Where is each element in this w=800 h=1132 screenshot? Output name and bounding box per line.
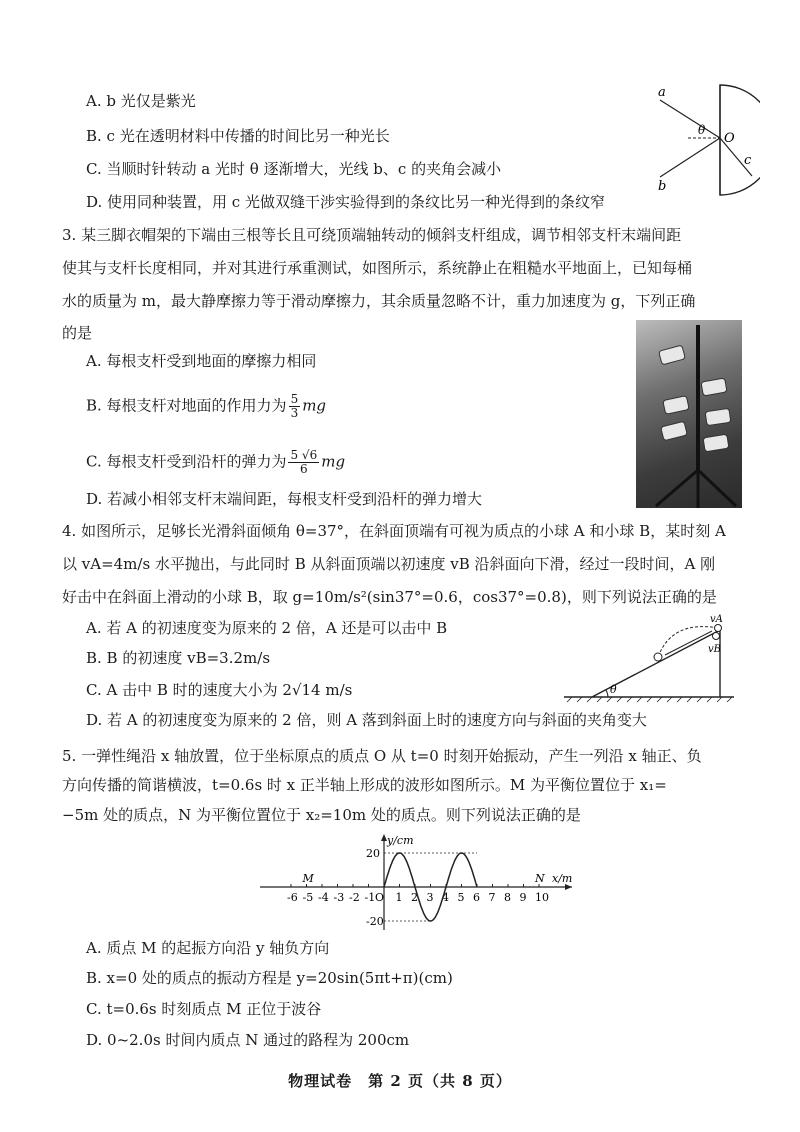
- x-axis-label: x/m: [552, 872, 573, 885]
- fraction-numerator: 5: [290, 392, 299, 406]
- x-tick-label: -3: [333, 891, 345, 904]
- x-tick-label: 5: [457, 891, 465, 904]
- ball-hit: [654, 653, 662, 661]
- x-tick-label: 2: [411, 891, 418, 904]
- q5-stem-line-3: −5m 处的质点，N 为平衡位置位于 x₂=10m 处的质点。则下列说法正确的是: [62, 806, 581, 824]
- q4-option-c: C. A 击中 B 时的速度大小为 2√14 m/s: [86, 681, 353, 699]
- q4-stem-line-2: 以 vA=4m/s 水平抛出，与此同时 B 从斜面顶端以初速度 vB 沿斜面向下滑，经过一段时间，A 刚: [62, 555, 716, 573]
- q2-option-a: A. b 光仅是紫光: [86, 92, 196, 110]
- q3-option-c: [86, 449, 345, 476]
- ray-b: [660, 138, 720, 177]
- q5-stem-line-2: 方向传播的简谐横波，t=0.6s 时 x 正半轴上形成的波形如图所示。M 为平衡位置位于 x₁=: [62, 776, 667, 794]
- x-tick-label: 4: [442, 891, 449, 904]
- q3-option-c-text: C. 每根支杆受到沿杆的弹力为: [86, 452, 287, 471]
- q3-option-b-text: B. 每根支杆对地面的作用力为: [86, 396, 287, 415]
- x-tick-label: -6: [287, 891, 298, 904]
- q3-option-b: [86, 393, 326, 420]
- fraction-denominator: 6: [300, 462, 308, 476]
- x-tick-label: 10: [535, 891, 549, 904]
- q3-option-c-unit: mg: [321, 452, 346, 471]
- x-tick-label: 1: [395, 891, 403, 904]
- fraction-numerator: 5 √6: [290, 448, 318, 462]
- q5-option-a: A. 质点 M 的起振方向沿 y 轴负方向: [86, 939, 330, 957]
- label-a: a: [658, 85, 666, 100]
- label-o: O: [724, 131, 735, 146]
- ball-a: [715, 625, 722, 632]
- angle-arc: [606, 690, 608, 697]
- coat-rack-photo: [636, 320, 742, 508]
- vb-arrow-line: [665, 631, 712, 655]
- wave-chart: [256, 830, 586, 932]
- point-label-n: N: [535, 872, 545, 885]
- q5-option-c: C. t=0.6s 时刻质点 M 正位于波谷: [86, 1000, 322, 1018]
- x-tick-label: 3: [426, 891, 434, 904]
- q3-option-d: D. 若减小相邻支杆末端间距，每根支杆受到沿杆的弹力增大: [86, 490, 483, 508]
- q2-option-d: D. 使用同种装置，用 c 光做双缝干涉实验得到的条纹比另一种光得到的条纹窄: [86, 193, 605, 211]
- x-tick-label: O: [375, 891, 385, 904]
- q4-incline-figure: [562, 612, 737, 704]
- label-va: vA: [710, 614, 723, 625]
- label-theta: θ: [610, 683, 617, 696]
- q5-stem-line-1: 5. 一弹性绳沿 x 轴放置，位于坐标原点的质点 O 从 t=0 时刻开始振动，产生一列沿 x 轴正、负: [62, 747, 702, 765]
- coat-rack-illustration: [636, 320, 742, 508]
- x-tick-label: 9: [519, 891, 527, 904]
- fraction-denominator: 3: [290, 406, 299, 420]
- label-c: c: [744, 153, 752, 168]
- q4-option-b: B. B 的初速度 vB=3.2m/s: [86, 649, 271, 667]
- ball-b: [713, 633, 720, 640]
- y-axis-label: y/cm: [387, 834, 414, 847]
- x-tick-label: -2: [349, 891, 360, 904]
- x-tick-label: 8: [504, 891, 511, 904]
- x-tick-label: 6: [473, 891, 480, 904]
- ray-a: [660, 100, 720, 138]
- q2-option-b: B. c 光在透明材料中传播的时间比另一种光长: [86, 127, 390, 145]
- q2-light-figure: [650, 82, 760, 197]
- label-b: b: [658, 179, 667, 194]
- q2-option-c: C. 当顺时针转动 a 光时 θ 逐渐增大，光线 b、c 的夹角会减小: [86, 160, 502, 178]
- q3-option-a: A. 每根支杆受到地面的摩擦力相同: [86, 352, 317, 370]
- x-tick-label: 7: [488, 891, 496, 904]
- page-footer: 物理试卷 第 2 页（共 8 页）: [288, 1072, 512, 1090]
- x-tick-label: -5: [302, 891, 314, 904]
- q4-option-d: D. 若 A 的初速度变为原来的 2 倍，则 A 落到斜面上时的速度方向与斜面的夹角变大: [86, 711, 647, 729]
- x-tick-label: -1: [364, 891, 376, 904]
- q5-option-d: D. 0~2.0s 时间内质点 N 通过的路程为 200cm: [86, 1031, 410, 1049]
- q3-stem-line-1: 3. 某三脚衣帽架的下端由三根等长且可绕顶端轴转动的倾斜支杆组成，调节相邻支杆末端间距: [62, 226, 682, 244]
- fraction: [289, 393, 301, 420]
- label-theta: θ: [698, 123, 706, 137]
- label-vb: vB: [708, 644, 721, 655]
- point-label-m: M: [302, 872, 314, 885]
- y-tick-label: -20: [366, 915, 384, 928]
- q4-stem-line-1: 4. 如图所示，足够长光滑斜面倾角 θ=37°，在斜面顶端有可视为质点的小球 A 和小球 B，某时刻 A: [62, 522, 726, 540]
- fraction: [288, 449, 319, 476]
- q4-option-a: A. 若 A 的初速度变为原来的 2 倍，A 还是可以击中 B: [86, 619, 448, 637]
- q3-option-b-unit: mg: [302, 396, 327, 415]
- q5-option-b: B. x=0 处的质点的振动方程是 y=20sin(5πt+π)(cm): [86, 969, 453, 987]
- q4-stem-line-3: 好击中在斜面上滑动的小球 B，取 g=10m/s²(sin37°=0.6，cos37°=0.8)，则下列说法正确的是: [62, 588, 717, 606]
- x-tick-label: -4: [318, 891, 329, 904]
- y-tick-label: 20: [366, 847, 380, 860]
- q3-stem-line-2: 使其与支杆长度相同，并对其进行承重测试，如图所示，系统静止在粗糙水平地面上，已知每桶: [62, 259, 693, 277]
- q3-stem-line-3: 水的质量为 m，最大静摩擦力等于滑动摩擦力，其余质量忽略不计，重力加速度为 g，下列正确: [62, 292, 696, 310]
- q3-stem-line-4: 的是: [62, 324, 93, 342]
